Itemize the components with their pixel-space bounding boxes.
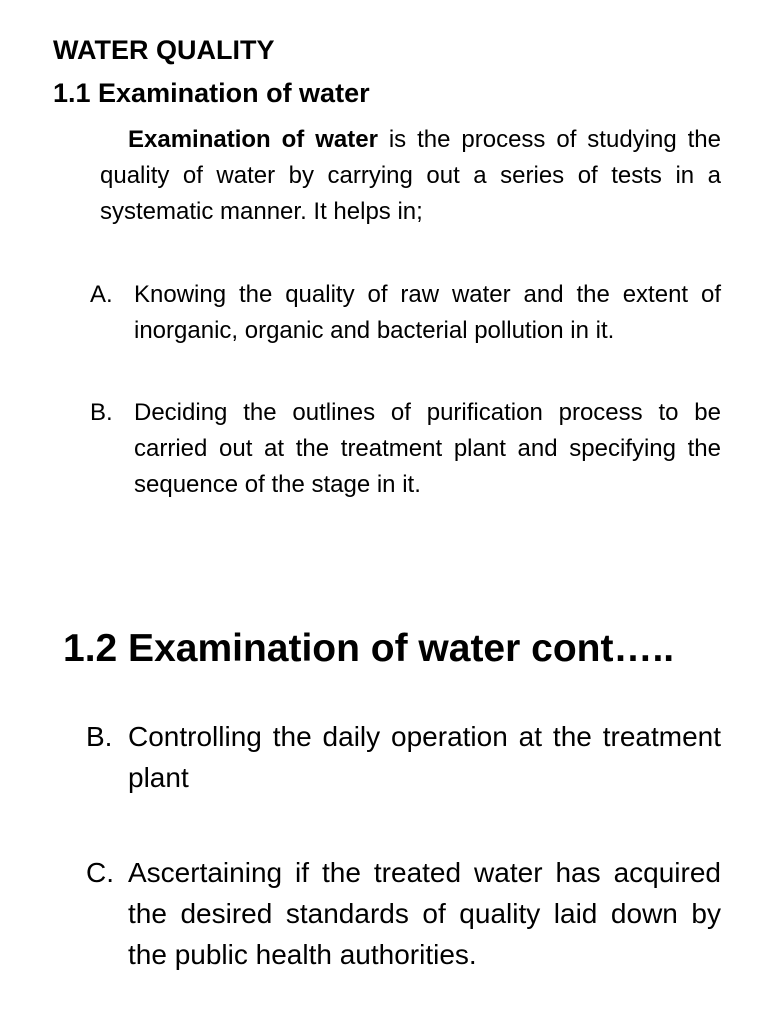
- section-1-list: [90, 277, 721, 549]
- list-item-text: Ascertaining if the treated water has acquired the desired standards of quality laid down by the public health authorities.: [128, 857, 721, 970]
- list-marker: C.: [86, 857, 114, 888]
- list-marker: B.: [90, 399, 113, 426]
- intro-paragraph: [100, 122, 721, 230]
- list-item: [90, 277, 721, 349]
- list-item: [86, 852, 721, 975]
- list-item: [86, 716, 721, 798]
- list-marker: B.: [86, 721, 113, 752]
- intro-bold-term: Examination of water: [128, 126, 378, 153]
- list-marker: A.: [90, 281, 113, 308]
- list-item-text: Knowing the quality of raw water and the extent of inorganic, organic and bacterial pollution in it.: [134, 281, 721, 344]
- list-item-text: Controlling the daily operation at the treatment plant: [128, 721, 721, 793]
- section-2-heading: 1.2 Examination of water cont…..: [63, 627, 675, 670]
- intro-text: is the process of studying the quality of water by carrying out a series of tests in a systematic manner. It helps in;: [100, 126, 721, 225]
- document-title: WATER QUALITY: [53, 35, 275, 65]
- list-item-text: Deciding the outlines of purification process to be carried out at the treatment plant and specifying the sequence of the stage in it.: [134, 399, 721, 498]
- list-item: [90, 395, 721, 503]
- section-1-heading: 1.1 Examination of water: [53, 78, 370, 108]
- section-2-list: [86, 716, 721, 1029]
